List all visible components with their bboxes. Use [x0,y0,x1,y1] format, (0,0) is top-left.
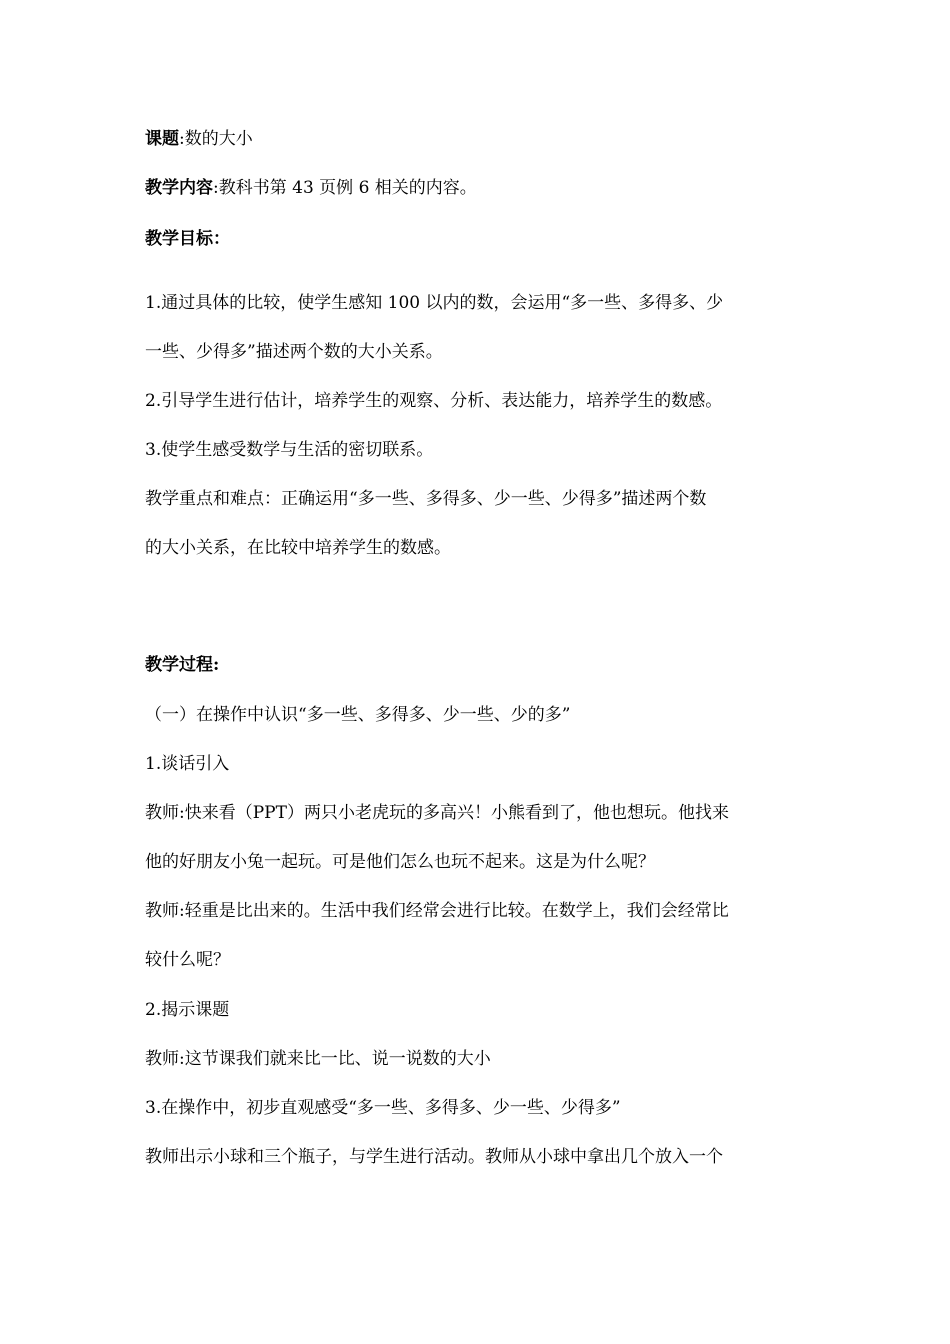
content-label: 教学内容 [145,178,213,198]
process-line: 教师:轻重是比出来的。生活中我们经常会进行比较。在数学上，我们会经常比 [145,901,729,921]
process-line: 3.在操作中，初步直观感受“多一些、多得多、少一些、少得多” [145,1098,621,1118]
process-line: （一）在操作中认识“多一些、多得多、少一些、少的多” [145,705,571,725]
process-heading: 教学过程: [145,655,220,675]
process-line: 2.揭示课题 [145,1000,230,1020]
title-label: 课题 [145,129,179,149]
title-line [145,127,253,151]
goal-line: 3.使学生感受数学与生活的密切联系。 [145,440,434,460]
key-points-line: 教学重点和难点：正确运用“多一些、多得多、少一些、少得多”描述两个数 [145,489,707,509]
content-line [145,176,477,200]
process-line: 他的好朋友小兔一起玩。可是他们怎么也玩不起来。这是为什么呢？ [145,852,655,872]
goal-line: 1.通过具体的比较，使学生感知 100 以内的数，会运用“多一些、多得多、少 [145,293,724,313]
process-line: 教师:快来看（PPT）两只小老虎玩的多高兴！小熊看到了，他也想玩。他找来 [145,803,729,823]
title-value: :数的大小 [179,129,253,149]
process-line: 教师出示小球和三个瓶子，与学生进行活动。教师从小球中拿出几个放入一个 [145,1147,723,1167]
process-line: 1.谈话引入 [145,754,230,774]
goal-line: 2.引导学生进行估计，培养学生的观察、分析、表达能力，培养学生的数感。 [145,391,723,411]
key-points-line: 的大小关系，在比较中培养学生的数感。 [145,538,451,558]
process-line: 较什么呢？ [145,950,230,970]
goals-heading: 教学目标： [145,229,230,249]
process-line: 教师:这节课我们就来比一比、说一说数的大小 [145,1049,491,1069]
goal-line: 一些、少得多”描述两个数的大小关系。 [145,342,443,362]
content-value: :教科书第 43 页例 6 相关的内容。 [213,178,477,198]
